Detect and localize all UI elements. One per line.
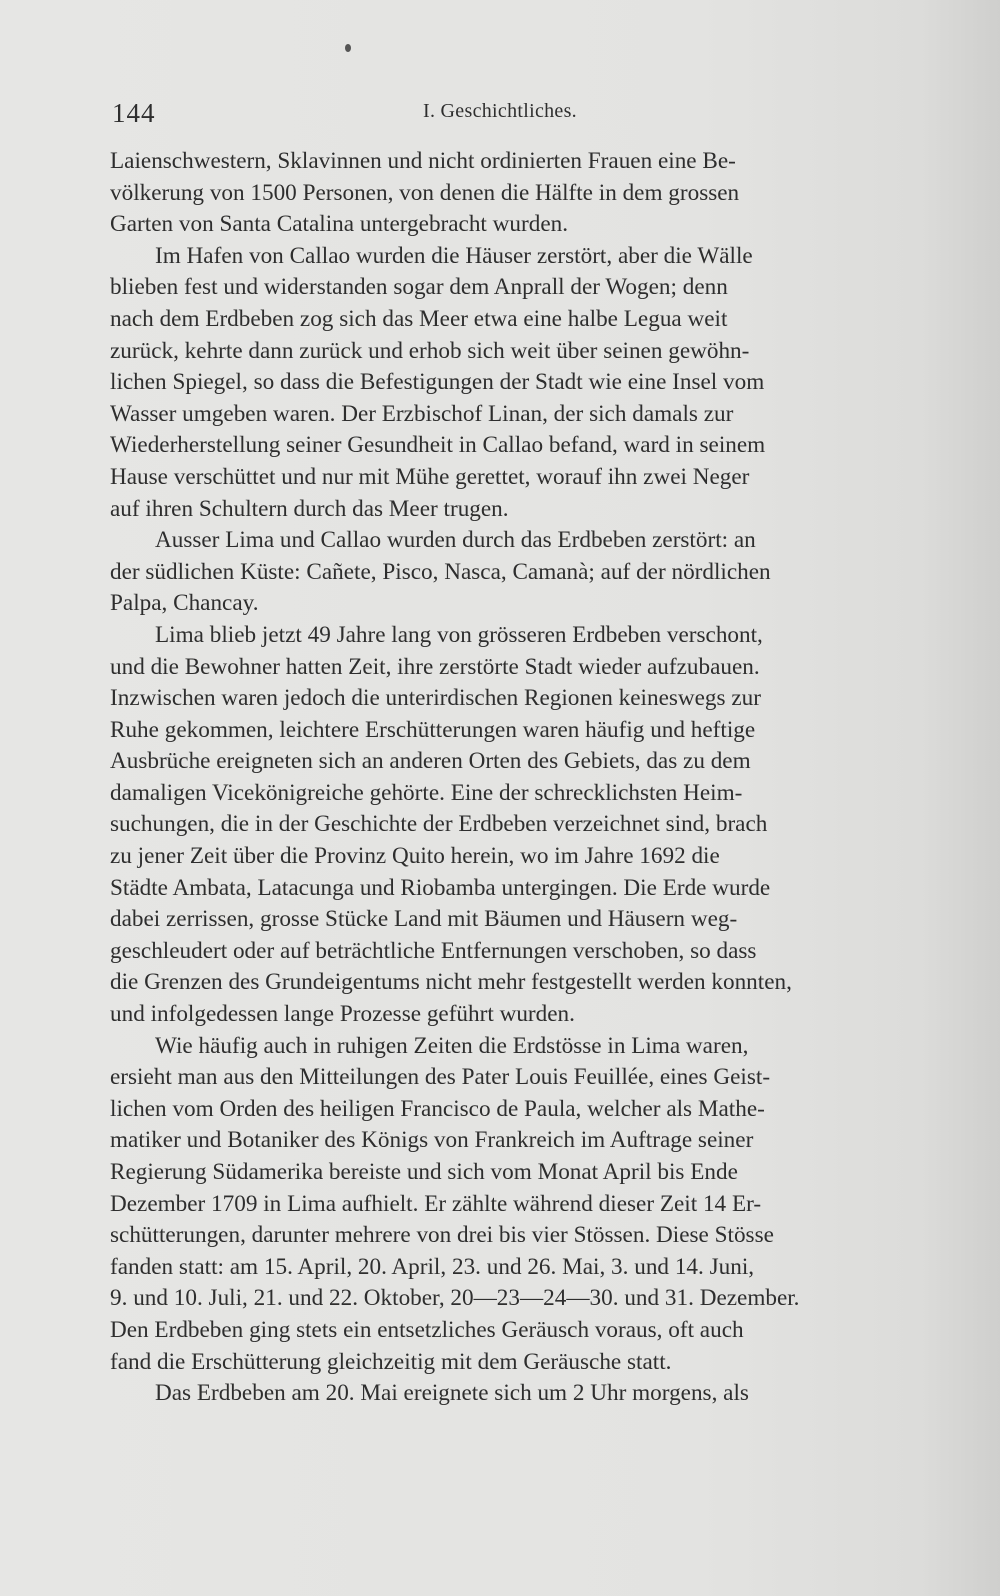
paragraph [110,146,910,241]
text-line: Inzwischen waren jedoch die unterirdischen Regionen keineswegs zur [110,685,761,712]
text-line: völkerung von 1500 Personen, von denen die Hälfte in dem grossen [110,179,740,206]
body-text [110,146,910,1410]
text-line: Lima blieb jetzt 49 Jahre lang von grösseren Erdbeben verschont, [155,621,763,648]
text-line: auf ihren Schultern durch das Meer trugen. [110,495,509,522]
page-header [112,98,907,134]
text-line: geschleudert oder auf beträchtliche Entfernungen verschoben, so dass [110,937,757,964]
text-line: Das Erdbeben am 20. Mai ereignete sich um 2 Uhr morgens, als [155,1380,749,1407]
text-line: 9. und 10. Juli, 21. und 22. Oktober, 20—23—24—30. und 31. Dezember. [110,1285,800,1312]
text-line: Städte Ambata, Latacunga und Riobamba untergingen. Die Erde wurde [110,874,771,901]
text-line: Regierung Südamerika bereiste und sich vom Monat April bis Ende [110,1159,738,1185]
text-line: Dezember 1709 in Lima aufhielt. Er zählte während dieser Zeit 14 Er- [110,1190,762,1217]
text-line: Den Erdbeben ging stets ein entsetzliches Geräusch voraus, oft auch [110,1316,744,1343]
text-line: lichen Spiegel, so dass die Befestigungen der Stadt wie eine Insel vom [110,369,765,396]
text-line: Wiederherstellung seiner Gesundheit in Callao befand, ward in seinem [110,432,766,459]
text-line: Wasser umgeben waren. Der Erzbischof Linan, der sich damals zur [110,400,734,427]
ink-speck [345,44,351,52]
text-line: blieben fest und widerstanden sogar dem Anprall der Wogen; denn [110,274,728,301]
text-line: Wie häufig auch in ruhigen Zeiten die Erdstösse in Lima waren, [155,1032,749,1059]
text-line: Garten von Santa Catalina untergebracht wurden. [110,211,569,238]
text-line: nach dem Erdbeben zog sich das Meer etwa eine halbe Legua weit [110,305,728,332]
text-line: dabei zerrissen, grosse Stücke Land mit Bäumen und Häusern weg- [110,906,738,933]
text-line: Palpa, Chancay. [110,590,259,617]
running-head: I. Geschichtliches. [423,100,577,122]
text-line: Ruhe gekommen, leichtere Erschütterungen waren häufig und heftige [110,716,756,743]
paragraph [110,525,910,620]
text-line: Laienschwestern, Sklavinnen und nicht ordinierten Frauen eine Be- [110,148,736,174]
text-line: zurück, kehrte dann zurück und erhob sich weit über seinen gewöhn- [110,337,750,364]
text-line: zu jener Zeit über die Provinz Quito herein, wo im Jahre 1692 die [110,843,720,870]
text-line: die Grenzen des Grundeigentums nicht mehr festgestellt werden konnten, [110,969,792,996]
text-line: Ausbrüche ereigneten sich an anderen Orten des Gebiets, das zu dem [110,748,751,775]
text-line: und die Bewohner hatten Zeit, ihre zerstörte Stadt wieder aufzubauen. [110,653,760,680]
text-line: schütterungen, darunter mehrere von drei bis vier Stössen. Diese Stösse [110,1222,774,1249]
text-line: Hause verschüttet und nur mit Mühe gerettet, worauf ihn zwei Neger [110,463,750,490]
text-line: damaligen Vicekönigreiche gehörte. Eine der schrecklichsten Heim- [110,779,743,806]
text-line: Ausser Lima und Callao wurden durch das Erdbeben zerstört: an [155,527,756,554]
paragraph [110,241,910,525]
text-line: matiker und Botaniker des Königs von Frankreich im Auftrage seiner [110,1127,754,1154]
text-line: suchungen, die in der Geschichte der Erdbeben verzeichnet sind, brach [110,811,768,838]
text-line: fand die Erschütterung gleichzeitig mit dem Geräusche statt. [110,1348,672,1375]
text-line: ersieht man aus den Mitteilungen des Pater Louis Feuillée, eines Geist- [110,1064,771,1091]
text-line: Im Hafen von Callao wurden die Häuser zerstört, aber die Wälle [155,242,753,269]
paragraph [110,1378,910,1410]
paragraph [110,620,910,1031]
page-number: 144 [112,98,156,128]
text-line: fanden statt: am 15. April, 20. April, 23. und 26. Mai, 3. und 14. Juni, [110,1253,755,1280]
text-line: lichen vom Orden des heiligen Francisco de Paula, welcher als Mathe- [110,1095,765,1122]
text-line: der südlichen Küste: Cañete, Pisco, Nasca, Camanà; auf der nördlichen [110,558,771,585]
text-line: und infolgedessen lange Prozesse geführt wurden. [110,1001,575,1028]
paragraph [110,1031,910,1379]
